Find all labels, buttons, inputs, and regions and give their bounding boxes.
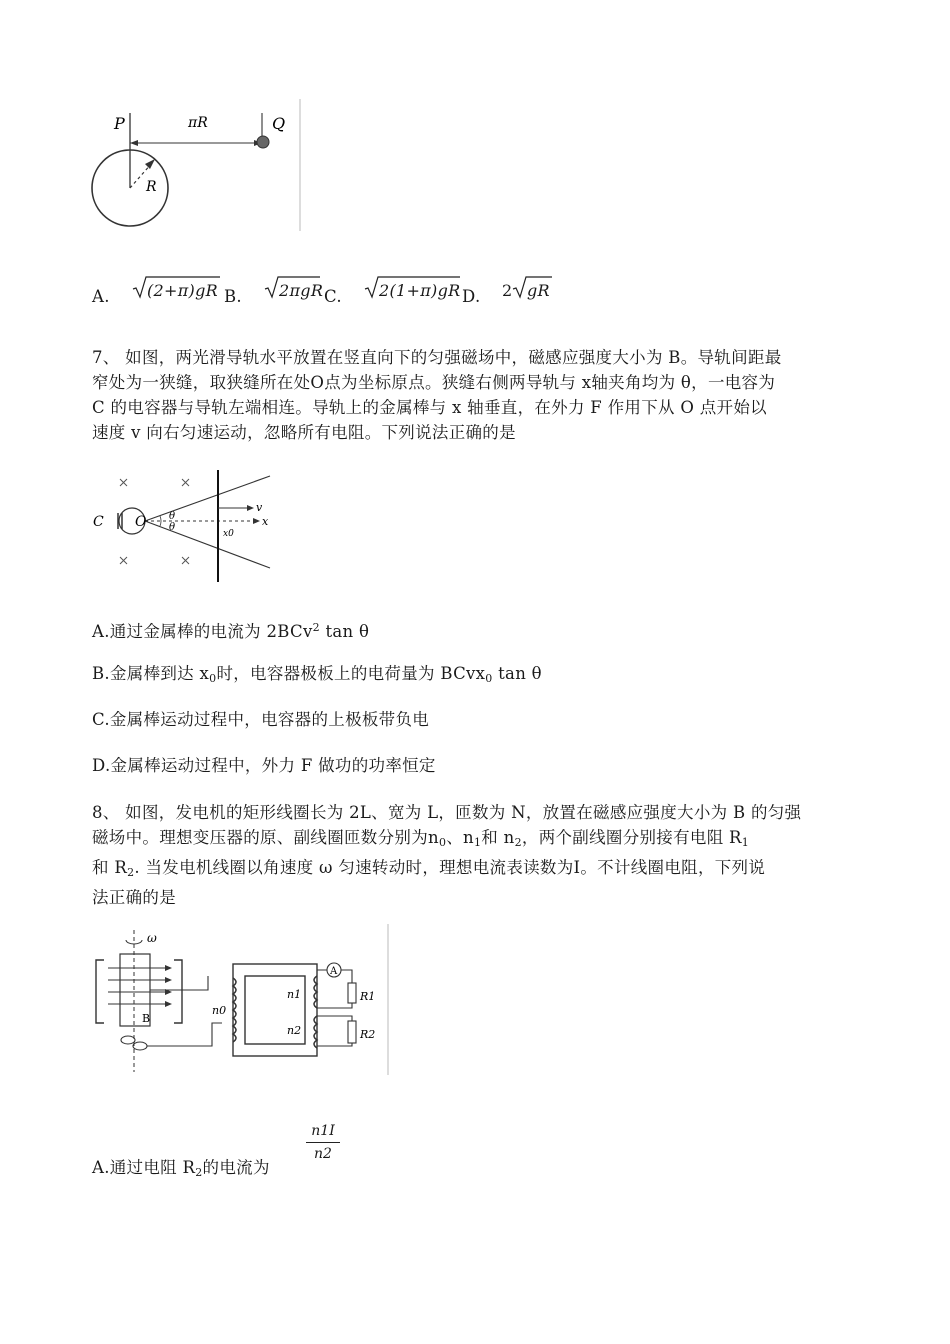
label-b: B — [142, 1012, 151, 1025]
slip-ring — [121, 1036, 135, 1044]
wire-r2-top — [317, 1016, 352, 1022]
figure-q8-generator — [92, 920, 392, 1080]
q7-stem — [92, 345, 862, 445]
label-q: Q — [272, 114, 286, 133]
wire-lower — [147, 1023, 222, 1046]
magnet-right-pole — [174, 960, 182, 1023]
arrow-left-icon — [130, 140, 138, 146]
x-axis-arrow-icon — [253, 518, 260, 524]
label-pi-r: πR — [188, 115, 208, 131]
magnetic-field-cross-icons — [120, 479, 189, 564]
label-c: C — [93, 514, 104, 530]
label-x: x — [262, 515, 269, 528]
option-c-letter: C. — [324, 287, 342, 306]
lower-rail — [145, 521, 270, 568]
angle-arc-icon — [160, 516, 161, 526]
label-r1: R1 — [360, 990, 376, 1003]
label-x0: x0 — [223, 529, 234, 539]
label-radius: R — [146, 179, 157, 195]
q8-line-4: 法正确的是 — [92, 888, 176, 907]
upper-rail — [145, 476, 270, 521]
q7-option-a: A.通过金属棒的电流为 2BCv$^2$ tan θ — [92, 621, 370, 641]
label-v: v — [256, 501, 263, 514]
radius-arrow-icon — [145, 159, 155, 169]
q7-line-4: 速度 v 向右匀速运动，忽略所有电阻。下列说法正确的是 — [92, 423, 516, 442]
field-lines — [108, 968, 168, 1004]
q7-option-b: B.金属棒到达 $x_0$时，电容器极板上的电荷量为 BCvx$_0$ tan θ — [92, 664, 542, 685]
label-r2: R2 — [360, 1028, 376, 1041]
q8-line-3: 和 $R_2$. 当发电机线圈以角速度 ω 匀速转动时，理想电流表读数为I。不计线圈电阻，下列说 — [92, 858, 766, 879]
fraction-bar — [306, 1142, 340, 1143]
ball-q — [257, 136, 269, 148]
resistor-r2 — [348, 1021, 356, 1043]
label-o: O — [135, 514, 147, 530]
wire-r1-bottom — [317, 1000, 352, 1008]
option-b-letter: B. — [224, 287, 242, 306]
q8-line-2: 磁场中。理想变压器的原、副线圈匝数分别为$n_0$、$n_1$和 $n_2$，两个副线圈分别接有电阻 $R_1$ — [92, 828, 750, 849]
figure-q6-circle — [82, 95, 312, 235]
label-n1: n1 — [287, 988, 302, 1001]
q7-line-1: 7、 如图，两光滑导轨水平放置在竖直向下的匀强磁场中，磁感应强度大小为 B。导轨间距最 — [92, 348, 782, 367]
fraction-numerator: n1I — [311, 1123, 335, 1139]
label-theta-top: θ — [169, 511, 176, 522]
q8-option-a-fraction — [306, 1122, 340, 1163]
q8-line-1: 8、 如图，发电机的矩形线圈长为 2L、宽为 L，匝数为 N，放置在磁感应强度大小为 B 的匀强 — [92, 803, 802, 822]
resistor-r1 — [348, 983, 356, 1003]
q6-options-row: A. (2+π)gR B. 2πgR C. 2(1+π)gR D. 2 gR — [92, 282, 572, 308]
label-p: P — [114, 114, 125, 133]
label-ammeter: A — [330, 966, 338, 977]
label-theta-bottom: θ — [169, 522, 176, 533]
field-arrow-icons — [165, 965, 172, 1007]
wire-upper — [150, 976, 208, 990]
q8-option-a: A.通过电阻 $R_2$的电流为 — [92, 1158, 270, 1179]
fraction-denominator: n2 — [314, 1146, 332, 1162]
wire-r2-bottom — [317, 1042, 352, 1046]
figure-q7-rails — [90, 468, 280, 588]
magnet-left-pole — [96, 960, 104, 1023]
option-a-letter: A. — [92, 287, 110, 306]
label-n0: n0 — [212, 1004, 227, 1017]
q8-stem — [92, 800, 862, 910]
label-omega: ω — [147, 931, 157, 945]
option-d-letter: D. — [462, 287, 481, 306]
q7-line-2: 窄处为一狭缝，取狭缝所在处O点为坐标原点。狭缝右侧两导轨与 x轴夹角均为 θ，一电容为 — [92, 373, 776, 392]
velocity-arrow-icon — [247, 505, 254, 511]
slip-ring — [133, 1042, 147, 1050]
q7-option-c: C.金属棒运动过程中，电容器的上极板带负电 — [92, 710, 430, 729]
label-n2: n2 — [287, 1024, 302, 1037]
q7-line-3: C 的电容器与导轨左端相连。导轨上的金属棒与 x 轴垂直，在外力 F 作用下从 O 点开始以 — [92, 398, 767, 417]
q7-option-d: D.金属棒运动过程中，外力 F 做功的功率恒定 — [92, 756, 436, 775]
